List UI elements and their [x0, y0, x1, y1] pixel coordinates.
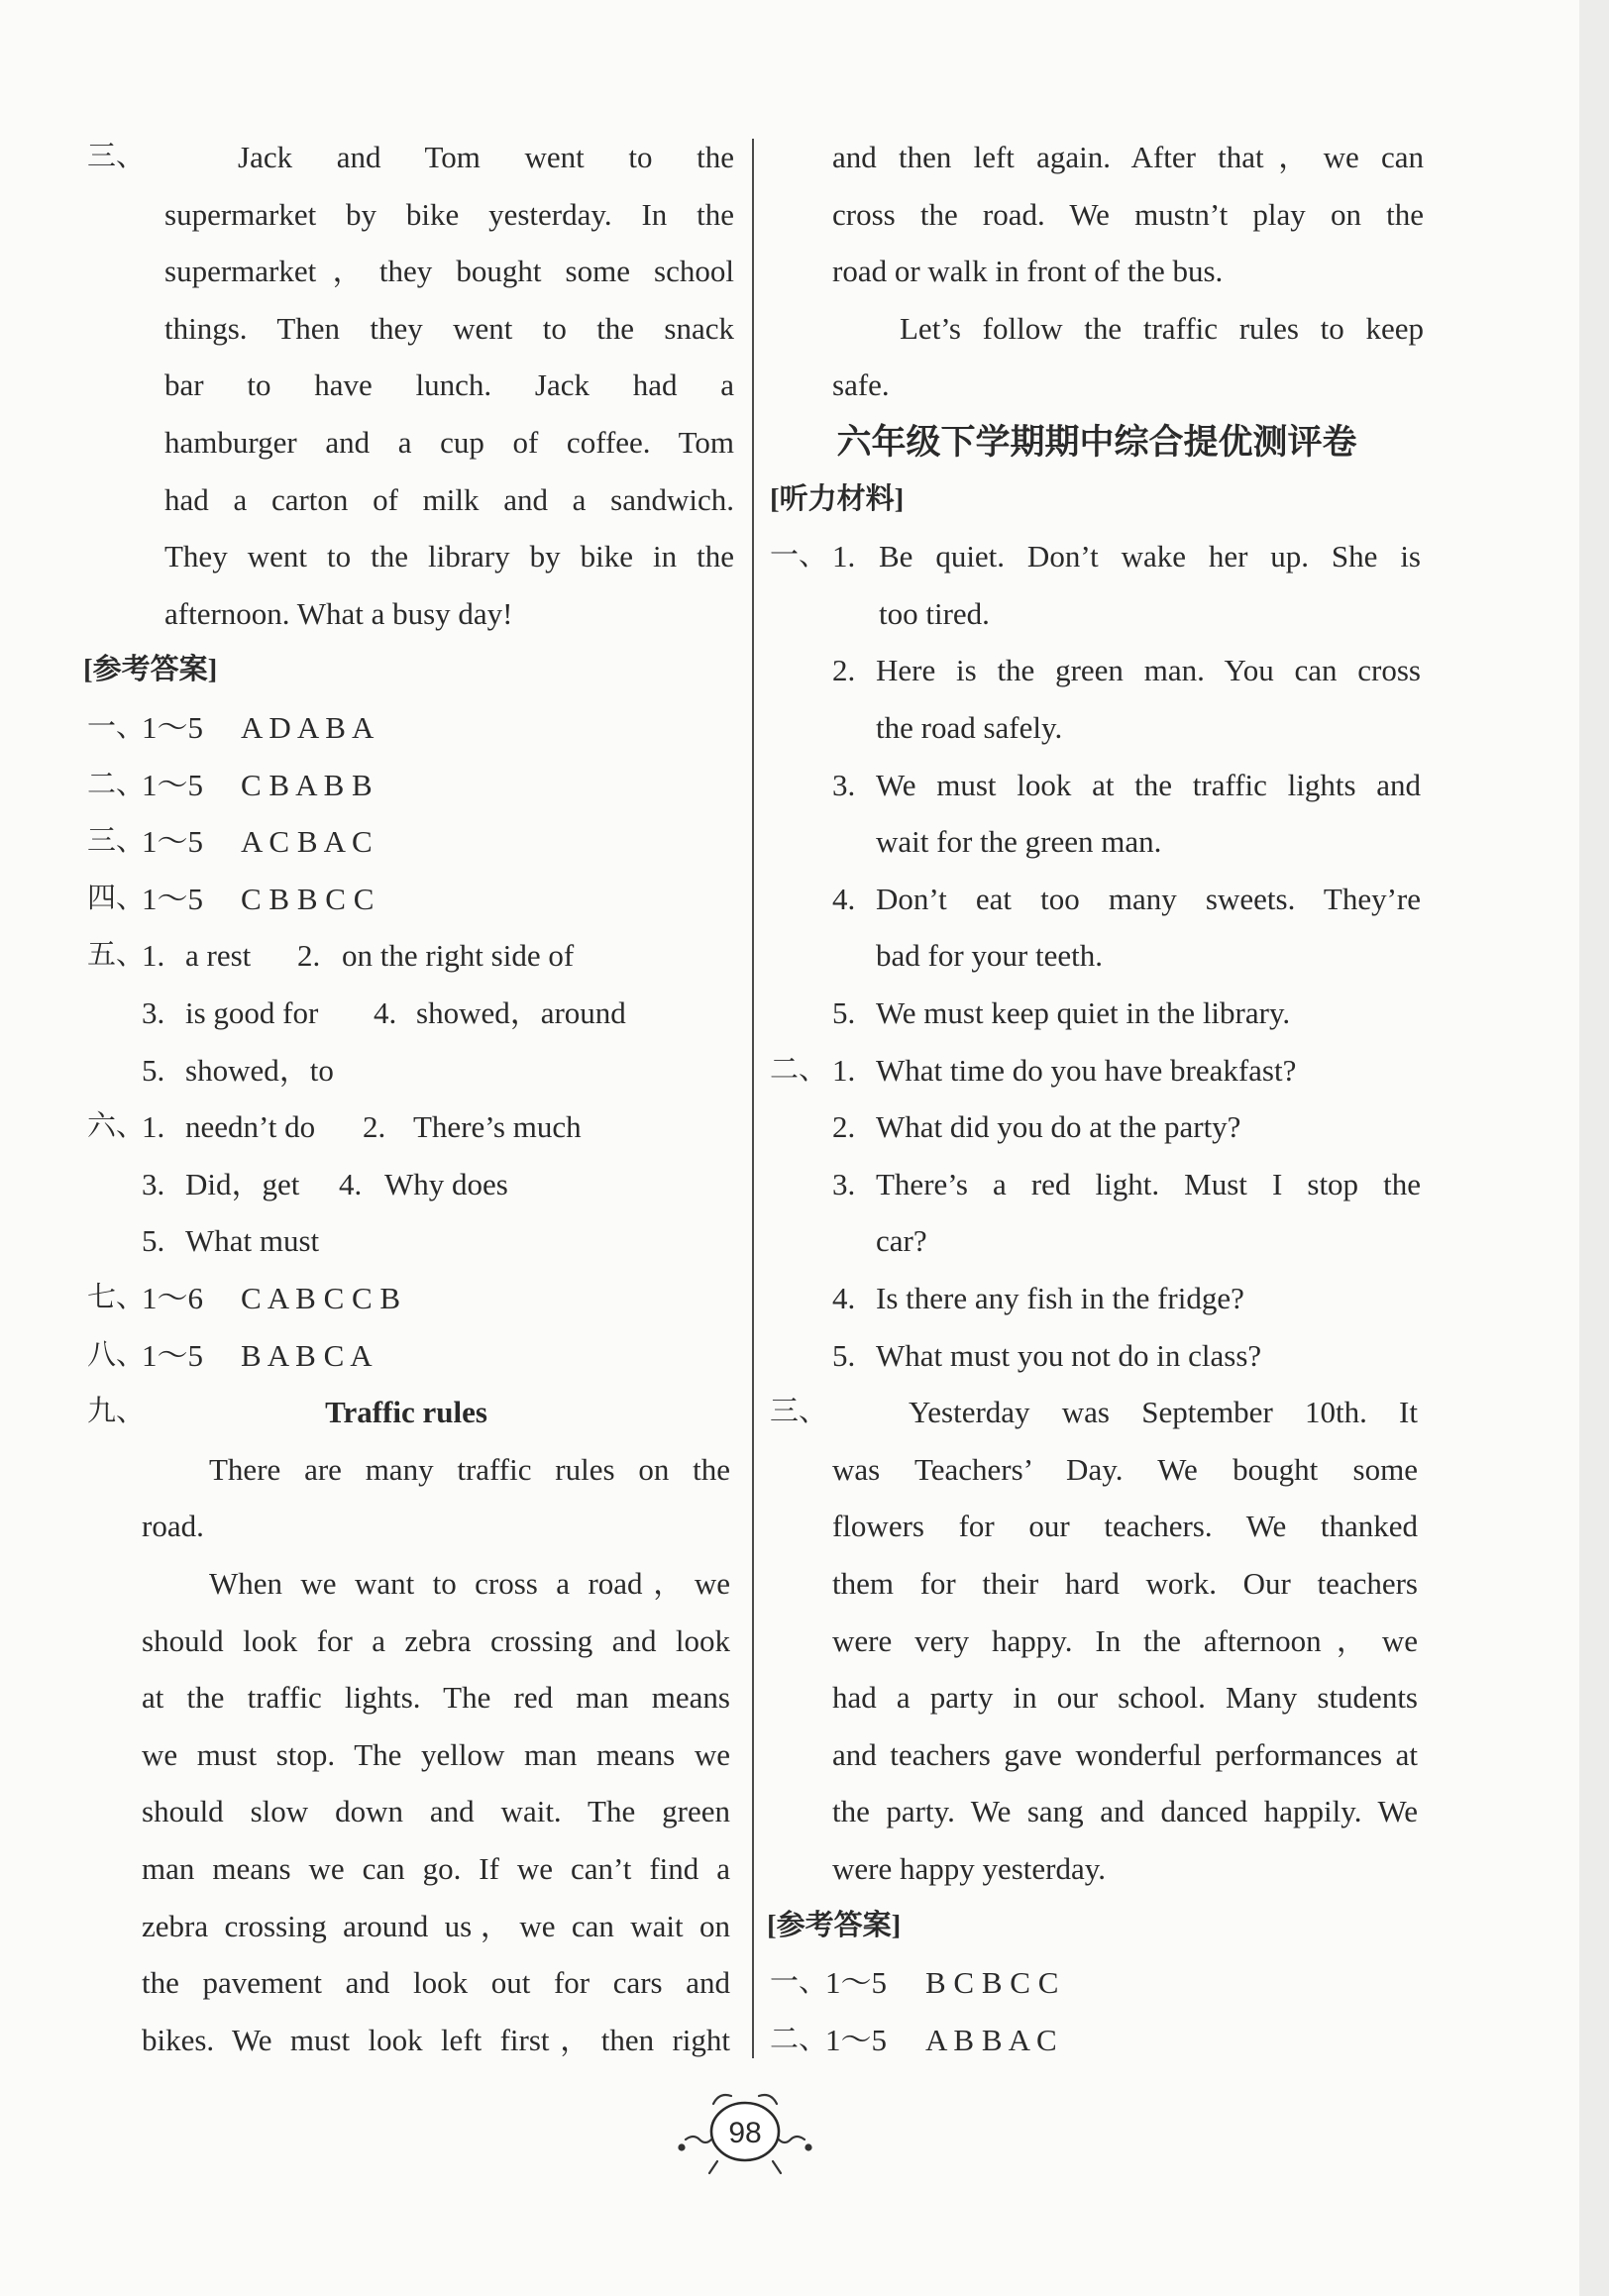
script-line: had a party in our school. Many students [832, 1680, 1418, 1716]
answer-label: 五、 [87, 939, 146, 972]
item-answer: Did，get [185, 1166, 300, 1201]
item-number: 3. [832, 767, 856, 802]
item-number: 1. [142, 938, 165, 974]
script-line: wait for the green man. [876, 824, 1162, 860]
passage-line: They went to the library by bike in the [164, 539, 734, 574]
essay-line: at the traffic lights. The red man means [142, 1680, 730, 1716]
script-line: were very happy. In the afternoon，we [832, 1622, 1418, 1658]
script-line: What time do you have breakfast? [876, 1052, 1297, 1088]
item-number: 2. [363, 1109, 386, 1145]
script-line: What must you not do in class? [876, 1337, 1262, 1373]
item-number: 3. [832, 1166, 856, 1201]
script-line: the road safely. [876, 710, 1063, 745]
essay-line: should look for a zebra crossing and look [142, 1622, 730, 1658]
script-line: the party. We sang and danced happily. We [832, 1794, 1418, 1829]
essay-line: Let’s follow the traffic rules to keep [900, 310, 1424, 346]
passage-line: Jack and Tom went to the [238, 140, 734, 174]
item-answer: a rest [185, 938, 252, 974]
answer-range: 1～5 [142, 1337, 203, 1373]
answer-value: C A B C C B [241, 1281, 401, 1315]
essay-line: should slow down and wait. The green [142, 1794, 730, 1829]
item-number: 5. [142, 1052, 165, 1088]
page-number-badge [656, 2078, 834, 2181]
script-line: and teachers gave wonderful performances at [832, 1736, 1418, 1772]
answer-range: 1～6 [142, 1281, 203, 1315]
script-line: There’s a red light. Must I stop the [876, 1166, 1421, 1201]
item-number: 1. [832, 1052, 856, 1088]
item-number: 1. [832, 539, 856, 574]
script-line: We must keep quiet in the library. [876, 995, 1291, 1030]
item-number: 4. [374, 995, 397, 1030]
script-line: were happy yesterday. [832, 1851, 1107, 1886]
answer-label: 一、 [770, 1966, 828, 1999]
item-number: 5. [832, 1337, 856, 1373]
item-answer: There’s much [413, 1109, 582, 1145]
script-line: Here is the green man. You can cross [876, 653, 1421, 688]
script-line: was Teachers’ Day. We bought some [832, 1451, 1418, 1487]
script-line: Don’t eat too many sweets. They’re [876, 881, 1421, 916]
script-line: What did you do at the party? [876, 1109, 1241, 1145]
script-line: too tired. [879, 595, 990, 631]
section-label: 三、 [770, 1396, 828, 1428]
section-label: 一、 [770, 540, 828, 573]
test-title: 六年级下学期期中综合提优测评卷 [836, 423, 1357, 462]
item-answer: is good for [185, 995, 319, 1030]
essay-line: zebra crossing around us，we can wait on [142, 1908, 730, 1943]
answer-label: 八、 [87, 1338, 146, 1371]
item-number: 4. [339, 1166, 363, 1201]
essay-line: cross the road. We mustn’t play on the [832, 196, 1424, 232]
answer-value: C B A B B [241, 767, 373, 802]
passage-line: afternoon. What a busy day! [164, 595, 513, 631]
script-line: flowers for our teachers. We thanked [832, 1509, 1418, 1544]
page-edge-strip [1579, 0, 1609, 2296]
essay-line: road or walk in front of the bus. [832, 254, 1224, 289]
answer-value: B A B C A [241, 1337, 373, 1373]
item-answer: Why does [384, 1166, 508, 1201]
essay-line: safe. [832, 367, 890, 403]
script-line: bad for your teeth. [876, 938, 1103, 974]
page-number: 98 [728, 2117, 762, 2149]
essay-line: road. [142, 1509, 204, 1544]
script-line: Yesterday was September 10th. It [909, 1395, 1418, 1430]
item-number: 3. [142, 1166, 165, 1201]
section-label: 三、 [87, 141, 146, 172]
answer-value: C B B C C [241, 881, 375, 916]
script-line: them for their hard work. Our teachers [832, 1566, 1418, 1601]
answer-range: 1～5 [142, 881, 203, 916]
item-answer: needn’t do [185, 1109, 316, 1145]
answers-heading: [参考答案] [83, 654, 218, 686]
item-number: 4. [832, 1281, 856, 1315]
passage-line: hamburger and a cup of coffee. Tom [164, 425, 734, 460]
script-line: Be quiet. Don’t wake her up. She is [879, 539, 1421, 574]
answer-value: A D A B A [241, 710, 375, 745]
essay-line: When we want to cross a road，we [209, 1566, 730, 1601]
item-answer: on the right side of [342, 938, 575, 974]
item-number: 5. [832, 995, 856, 1030]
passage-line: things. Then they went to the snack [164, 310, 734, 346]
essay-title: Traffic rules [325, 1395, 487, 1430]
answer-label: 四、 [87, 882, 146, 914]
answer-label: 一、 [87, 711, 146, 743]
script-line: car? [876, 1223, 927, 1259]
section-label: 二、 [770, 1053, 828, 1086]
essay-line: the pavement and look out for cars and [142, 1965, 730, 2001]
item-number: 1. [142, 1109, 165, 1145]
passage-line: supermarket，they bought some school [164, 254, 734, 289]
script-line: We must look at the traffic lights and [876, 767, 1421, 802]
item-number: 4. [832, 881, 856, 916]
passage-line: bar to have lunch. Jack had a [164, 367, 734, 403]
item-number: 2. [832, 1109, 856, 1145]
answer-range: 1～5 [142, 767, 203, 802]
answer-range: 1～5 [825, 2022, 887, 2057]
essay-line: man means we can go. If we can’t find a [142, 1851, 730, 1886]
answers-heading: [参考答案] [767, 1909, 902, 1941]
answer-label: 七、 [87, 1282, 146, 1313]
essay-line: bikes. We must look left first，then right [142, 2022, 730, 2057]
item-number: 3. [142, 995, 165, 1030]
answer-label: 三、 [87, 825, 146, 858]
script-line: Is there any fish in the fridge? [876, 1281, 1244, 1315]
column-divider [752, 139, 754, 2058]
item-number: 2. [832, 653, 856, 688]
answer-label: 六、 [87, 1110, 146, 1143]
essay-line: There are many traffic rules on the [209, 1451, 730, 1487]
essay-line: we must stop. The yellow man means we [142, 1736, 730, 1772]
answer-range: 1～5 [142, 710, 203, 745]
answer-label: 二、 [770, 2023, 828, 2055]
item-answer: What must [185, 1223, 320, 1259]
passage-line: supermarket by bike yesterday. In the [164, 196, 734, 232]
item-number: 2. [297, 938, 321, 974]
answer-range: 1～5 [142, 824, 203, 860]
listening-heading: [听力材料] [770, 482, 905, 515]
answer-value: A B B A C [925, 2022, 1057, 2057]
answer-label: 九、 [87, 1396, 146, 1428]
passage-line: had a carton of milk and a sandwich. [164, 481, 734, 517]
item-number: 5. [142, 1223, 165, 1259]
essay-line: and then left again. After that，we can [832, 140, 1424, 174]
answer-value: B C B C C [925, 1965, 1059, 2001]
answer-range: 1～5 [825, 1965, 887, 2001]
item-answer: showed，around [416, 995, 626, 1030]
answer-label: 二、 [87, 768, 146, 800]
answer-value: A C B A C [241, 824, 373, 860]
item-answer: showed，to [185, 1052, 334, 1088]
